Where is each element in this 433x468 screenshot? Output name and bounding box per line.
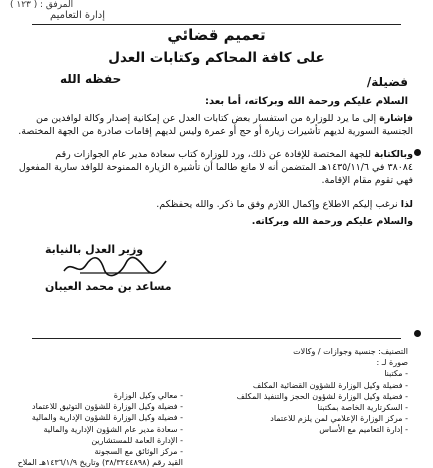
dist-right-item: - مركز الوزارة الإعلامي لمن يلزم للاعتماد: [270, 414, 408, 424]
dist-right-item: التصنيف: جنسية وجوازات / وكالات: [293, 347, 408, 356]
dist-right-item: - إدارة التعاميم مع الأساس: [319, 425, 408, 435]
dist-right-item: صورة لـ :: [376, 358, 408, 368]
closing-line-1: لذا نرغب إليكم الاطلاع وإكمال اللازم وفق ما ذكر. والله يحفظكم.: [156, 199, 413, 210]
honorific: حفظه الله: [60, 72, 122, 86]
dist-right-item: - فضيلة وكيل الوزارة للشؤون القضائية المكلف: [252, 380, 408, 390]
document-subtitle: على كافة المحاكم وكتابات العدل: [108, 50, 325, 66]
top-right-fragment: ( ١٢٣ ): [10, 0, 38, 10]
salutation: فضيلة/: [366, 75, 408, 89]
dist-left-item: - معالي وكيل الوزارة: [113, 391, 183, 400]
handwritten-signature: [60, 253, 170, 279]
signatory-name: مساعد بن محمد العيبان: [45, 280, 172, 293]
dist-left-item: - فضيلة وكيل الوزارة للشؤون التوثيق للاعتماد: [32, 402, 183, 412]
binder-hole: [414, 149, 421, 156]
dist-left-item: القيد رقم (٣٨/٣٢٤٤٨٩٨) وتاريخ ١٤٣٦/١/٩هـ الملاح: [17, 458, 183, 468]
paragraph-2-line-3: فهي تقوم مقام الإقامة.: [321, 175, 413, 186]
paragraph-2: [18, 148, 413, 187]
paragraph-2-lead: وبالكتابة: [374, 149, 413, 160]
header-rule: [32, 24, 401, 25]
paragraph-2-line-2: ٣٨٠٨٤ في ١٤٣٥/١١/٦هـ المتضمن أنه لا مانع طالما أن تأشيرة الزيارة الممنوحة للوافد سارية المفعول: [18, 162, 413, 173]
dist-right-item: - السكرتارية الخاصة بمكتبنا: [317, 403, 408, 413]
dist-right-item: - فضيلة وكيل الوزارة لشؤون الحجز والتنفيذ المكلف: [236, 391, 408, 401]
dist-left-item: - سعادة مدير عام الشؤون الإدارية والمالية: [43, 424, 183, 434]
dist-left-item: - فضيلة وكيل الوزارة للشؤون الإدارية والمالية: [31, 413, 183, 423]
section-label: إدارة التعاميم: [50, 10, 105, 21]
paragraph-1-line-1: فإشارة إلى ما يرد للوزارة من استفسار بعض كتابات العدل عن إمكانية إصدار وكالة لوافدين من: [35, 113, 413, 124]
paragraph-1: [18, 112, 413, 138]
dist-left-item: - مركز الوثائق مع السجونة: [94, 447, 183, 457]
dist-right-item: - مكتبنا: [384, 369, 408, 379]
top-left-fragment: المرفق :: [40, 0, 74, 10]
binder-hole: [414, 330, 421, 337]
dist-left-item: - الإدارة العامة للمستشارين: [91, 435, 183, 445]
distribution-list-right: [237, 346, 408, 436]
closing-block: [30, 198, 413, 228]
paragraph-1-lead: فإشارة: [379, 113, 413, 124]
distribution-list-left: [18, 390, 183, 468]
greeting: السلام عليكم ورحمة الله وبركاته، أما بعد:: [204, 96, 408, 107]
paragraph-2-line-1: وبالكتابة للجهة المختصة للإفادة عن ذلك، ورد للوزارة كتاب سعادة مدير عام الجوازات رقم: [55, 149, 413, 160]
signatory-title: وزير العدل بالنيابة: [45, 243, 144, 256]
distribution-rule: [32, 338, 401, 339]
closing-line-2: والسلام عليكم ورحمة الله وبركاته.: [251, 216, 413, 227]
document-title: تعميم قضائي: [167, 26, 266, 44]
paragraph-1-line-2: الجنسية السورية لديهم تأشيرات زيارة أو حج أو عمرة وليس لديهم إقامات صادرة من الجهة المختصة.: [18, 126, 413, 137]
